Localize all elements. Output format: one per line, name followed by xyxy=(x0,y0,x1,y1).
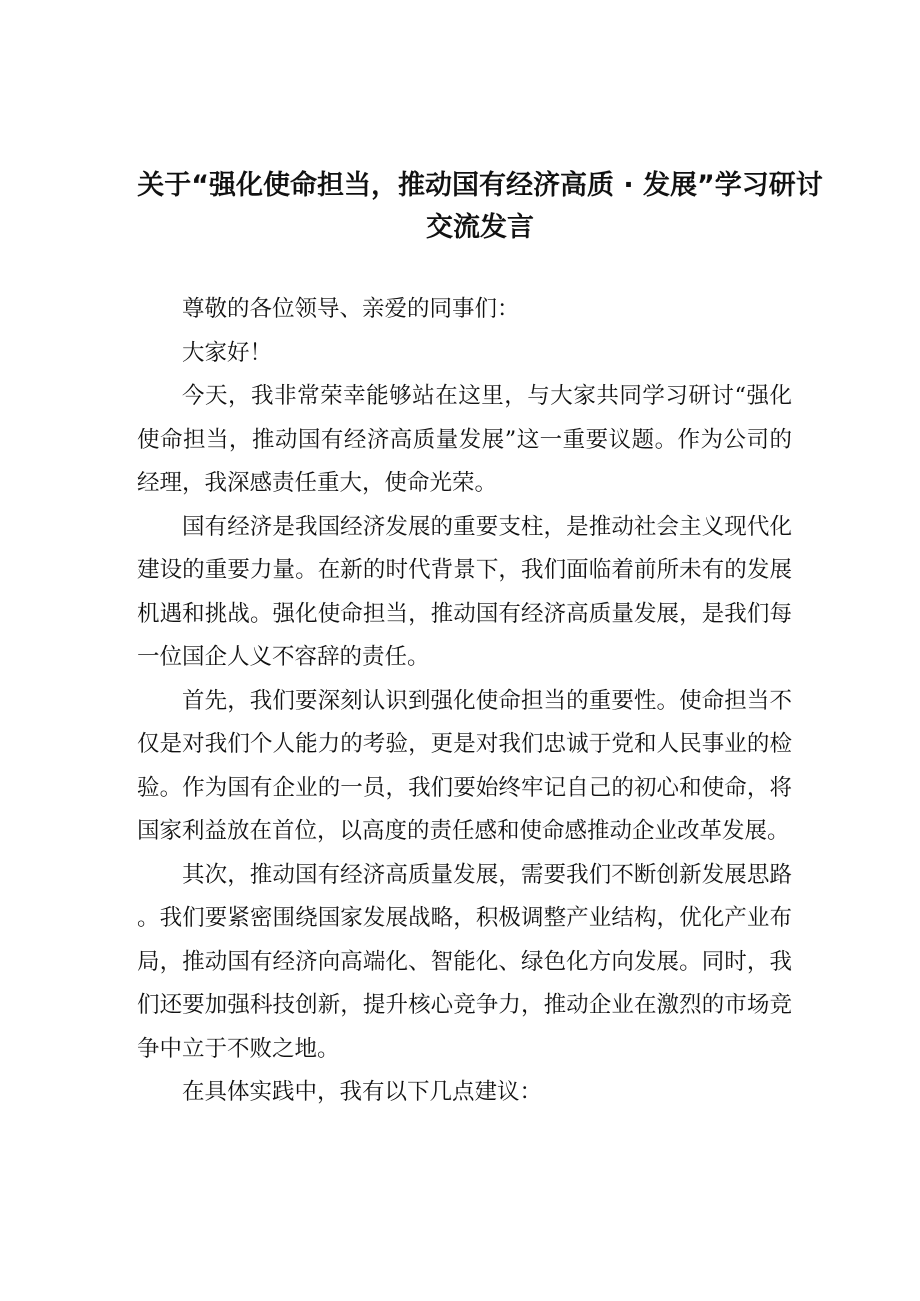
paragraph-first-point: 首先，我们要深刻认识到强化使命担当的重要性。使命担当不仅是对我们个人能力的考验，更是对我们忠诚于党和人民事业的检验。作为国有企业的一员，我们要始终牢记自己的初心和使命，将国家利益放在首位，以高度的责任感和使命感推动企业改革发展。 xyxy=(137,687,792,844)
salutation: 尊敬的各位领导、亲爱的同事们： xyxy=(182,296,520,322)
greeting: 大家好！ xyxy=(182,339,273,366)
document-title-line-1: 关于“强化使命担当，推动国有经济高质 · 发展”学习研讨 xyxy=(137,170,823,201)
document-title-line-2: 交流发言 xyxy=(426,212,534,243)
paragraph-second-point: 其次，推动国有经济高质量发展，需要我们不断创新发展思路。我们要紧密围绕国家发展战略，积极调整产业结构，优化产业布局，推动国有经济向高端化、智能化、绿色化方向发展。同时，我们还要加强科技创新，提升核心竞争力，推动企业在激烈的市场竞争中立于不败之地。 xyxy=(137,861,792,1062)
document-body xyxy=(137,288,792,1115)
paragraph-introduction: 今天，我非常荣幸能够站在这里，与大家共同学习研讨“强化使命担当，推动国有经济高质量发展”这一重要议题。作为公司的经理，我深感责任重大，使命光荣。 xyxy=(137,383,792,496)
paragraph-state-economy: 国有经济是我国经济发展的重要支柱，是推动社会主义现代化建设的重要力量。在新的时代背景下，我们面临着前所未有的发展机遇和挑战。强化使命担当，推动国有经济高质量发展，是我们每一位国企人义不容辞的责任。 xyxy=(137,513,792,670)
paragraph-suggestions-intro: 在具体实践中，我有以下几点建议： xyxy=(182,1079,543,1105)
